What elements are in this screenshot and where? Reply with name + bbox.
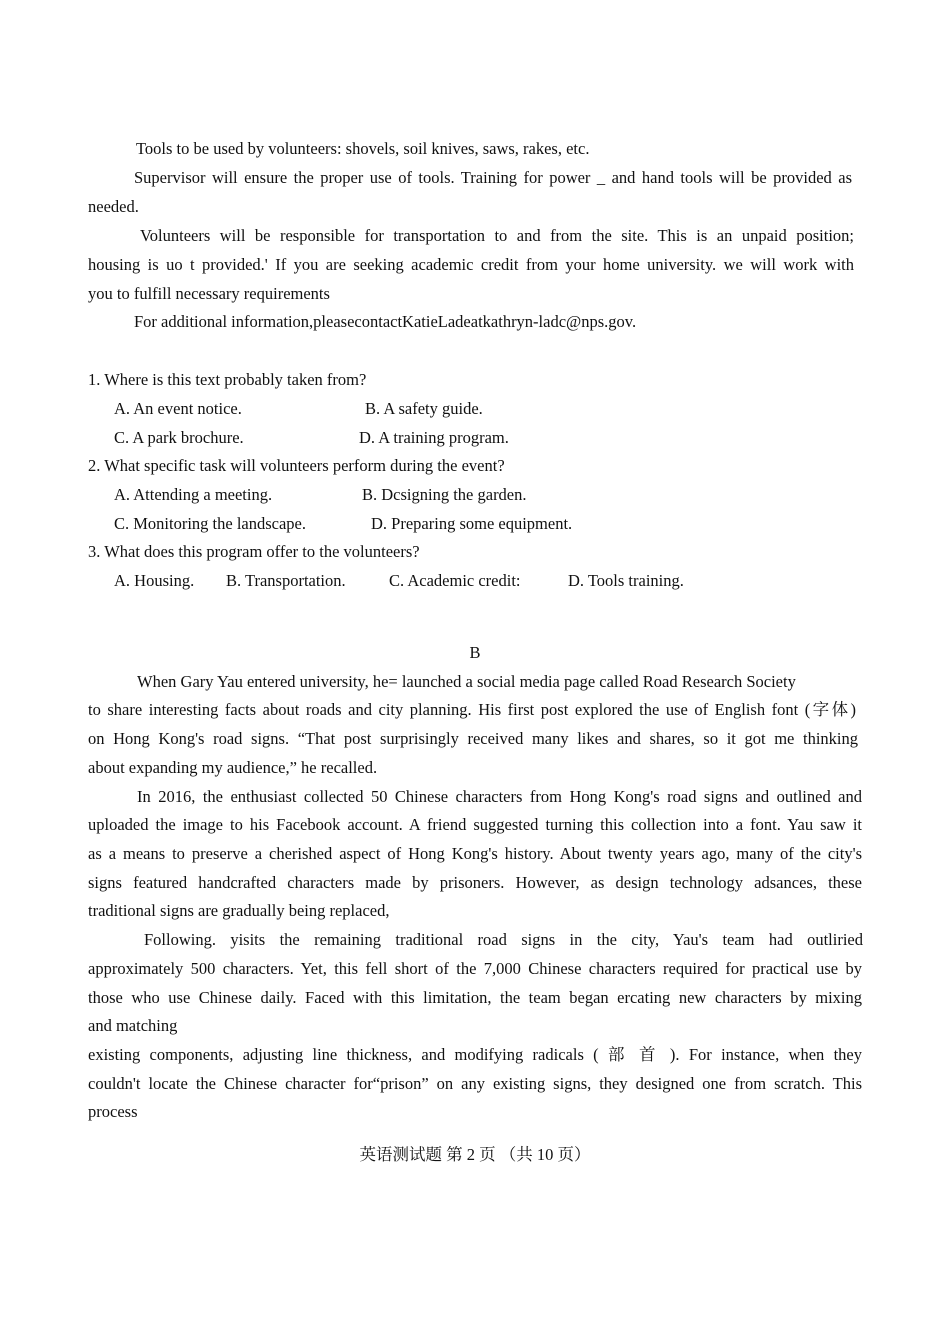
question-3-option-d: D. Tools training.	[568, 571, 684, 590]
passage-b-line: process	[88, 1102, 138, 1121]
question-3-option-c: C. Academic credit:	[389, 571, 521, 590]
passage-b-line: In 2016, the enthusiast collected 50 Chinese characters from Hong Kong's road signs and outlined and	[137, 787, 862, 806]
question-1-option-c: C. A park brochure.	[114, 428, 244, 447]
volunteers-line-2: housing is uo t provided.' If you are seeking academic credit from your home university. we will work with	[88, 255, 854, 274]
passage-b-line: on Hong Kong's road signs. “That post surprisingly received many likes and shares, so it got me thinking	[88, 729, 858, 748]
question-1-option-a: A. An event notice.	[114, 399, 242, 418]
question-3-stem: 3. What does this program offer to the volunteers?	[88, 542, 420, 561]
passage-b-line: signs featured handcrafted characters made by prisoners. However, as design technology adsances, these	[88, 873, 862, 892]
tools-line: Tools to be used by volunteers: shovels, soil knives, saws, rakes, etc.	[136, 139, 590, 158]
page-footer: 英语测试题 第 2 页 （共 10 页）	[359, 1145, 591, 1164]
passage-b-line: Following. yisits the remaining traditional road signs in the city, Yau's team had outliried	[144, 930, 863, 949]
question-2-option-a: A. Attending a meeting.	[114, 485, 273, 504]
passage-b-line: traditional signs are gradually being replaced,	[88, 901, 390, 920]
contact-line: For additional information,pleasecontactKatieLadeatkathryn-ladc@nps.gov.	[134, 312, 637, 331]
passage-b-line: and matching	[88, 1016, 178, 1035]
passage-b-line: couldn't locate the Chinese character for“prison” on any existing signs, they designed one from scratch. This	[88, 1074, 862, 1093]
question-3-option-b: B. Transportation.	[226, 571, 346, 590]
passage-b-line: to share interesting facts about roads and city planning. His first post explored the use of English font (字体)	[88, 700, 856, 719]
question-2-option-b: B. Dcsigning the garden.	[362, 485, 527, 504]
supervisor-line-1: Supervisor will ensure the proper use of tools. Training for power _ and hand tools will be provided as	[134, 168, 852, 187]
volunteers-line-1: Volunteers will be responsible for transportation to and from the site. This is an unpaid position;	[140, 226, 854, 245]
question-1-option-b: B. A safety guide.	[365, 399, 483, 418]
volunteers-line-3: you to fulfill necessary requirements	[88, 284, 330, 303]
passage-b-line: about expanding my audience,” he recalled.	[88, 758, 378, 777]
question-2-option-d: D. Preparing some equipment.	[371, 514, 573, 533]
question-3-option-a: A. Housing.	[114, 571, 195, 590]
question-1-stem: 1. Where is this text probably taken from?	[88, 370, 367, 389]
passage-b-line: as a means to preserve a cherished aspect of Hong Kong's history. About twenty years ago, many of the city's	[88, 844, 862, 863]
passage-b-line: uploaded the image to his Facebook account. A friend suggested turning this collection into a font. Yau saw it	[88, 815, 862, 834]
section-b-heading: B	[469, 643, 481, 662]
question-1-option-d: D. A training program.	[359, 428, 509, 447]
passage-b-line: those who use Chinese daily. Faced with this limitation, the team began ercating new characters by mixing	[88, 988, 862, 1007]
passage-b-line: When Gary Yau entered university, he= launched a social media page called Road Research Society	[137, 672, 796, 691]
passage-b-line: existing components, adjusting line thickness, and modifying radicals ( 部 首 ). For instance, when they	[88, 1045, 862, 1064]
passage-b-line: approximately 500 characters. Yet, this fell short of the 7,000 Chinese characters required for practical use by	[88, 959, 862, 978]
question-2-stem: 2. What specific task will volunteers perform during the event?	[88, 456, 505, 475]
supervisor-line-2: needed.	[88, 197, 139, 216]
question-2-option-c: C. Monitoring the landscape.	[114, 514, 307, 533]
